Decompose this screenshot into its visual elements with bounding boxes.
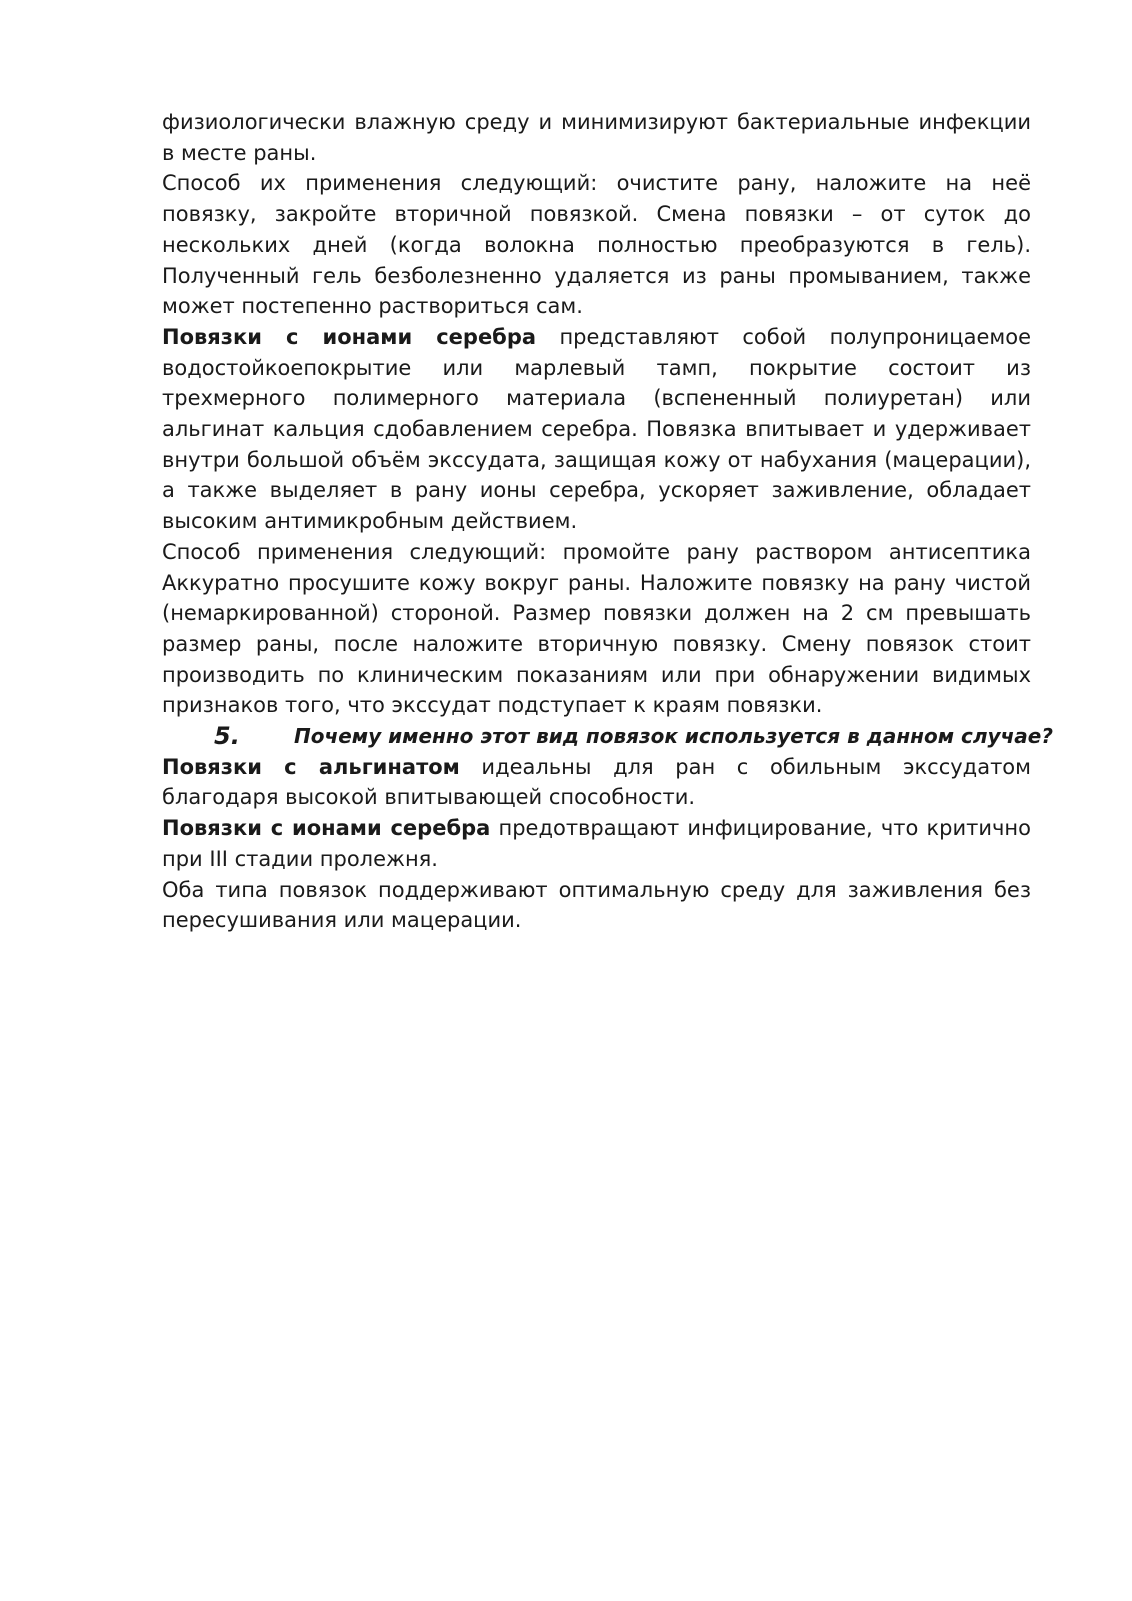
alginate-answer-text: идеальны для ран с обильным экссудатом благодаря высокой впитывающей способности. [162, 754, 1031, 810]
paragraph-alginate-answer [162, 752, 1031, 813]
paragraph-alginate-application: Способ их применения следующий: очистите рану, наложите на неё повязку, закройте вторичной повязкой. Смена повязки – от суток до нескольких дней (когда волокна полностью преобразуются в гель). Полученный гель безболезненно удаляется из раны промыванием, также может постепенно раствориться сам. [162, 171, 1031, 319]
document-body [162, 107, 1053, 936]
silver-dressing-description: представляют собой полупроницаемое водостойкоепокрытие или марлевый тамп, покрытие состоит из трехмерного полимерного материала (вспененный полиуретан) или альгинат кальция сдобавлением серебра. Повязка впитывает и удерживает внутри большой объём экссудата, защищая кожу от набухания (мацерации), а также выделяет в рану ионы серебра, ускоряет заживление, обладает высоким антимикробным действием. [162, 324, 1031, 534]
paragraph-silver-dressing [162, 322, 1031, 537]
paragraph-silver-application: Способ применения следующий: промойте рану раствором антисептика Аккуратно просушите кожу вокруг раны. Наложите повязку на рану чистой (немаркированной) стороной. Размер повязки должен на 2 см превышать размер раны, после наложите вторичную повязку. Смену повязок стоит производить по клиническим показаниям или при обнаружении видимых признаков того, что экссудат подступает к краям повязки. [162, 539, 1031, 718]
silver-dressing-term: Повязки с ионами серебра [162, 324, 537, 349]
paragraph-alginate-properties: физиологически влажную среду и минимизируют бактериальные инфекции в месте раны. [162, 110, 1031, 165]
question-heading [162, 721, 1053, 752]
alginate-term: Повязки с альгинатом [162, 754, 460, 779]
silver-term: Повязки с ионами серебра [162, 816, 491, 841]
question-text: Почему именно этот вид повязок используется в данном случае? [294, 724, 1053, 749]
question-number: 5. [214, 722, 240, 751]
silver-answer-text: предотвращают инфицирование, что критично при III стадии пролежня. [162, 816, 1031, 871]
paragraph-conclusion: Оба типа повязок поддерживают оптимальную среду для заживления без пересушивания или мацерации. [162, 877, 1031, 933]
paragraph-silver-answer [162, 813, 1031, 874]
